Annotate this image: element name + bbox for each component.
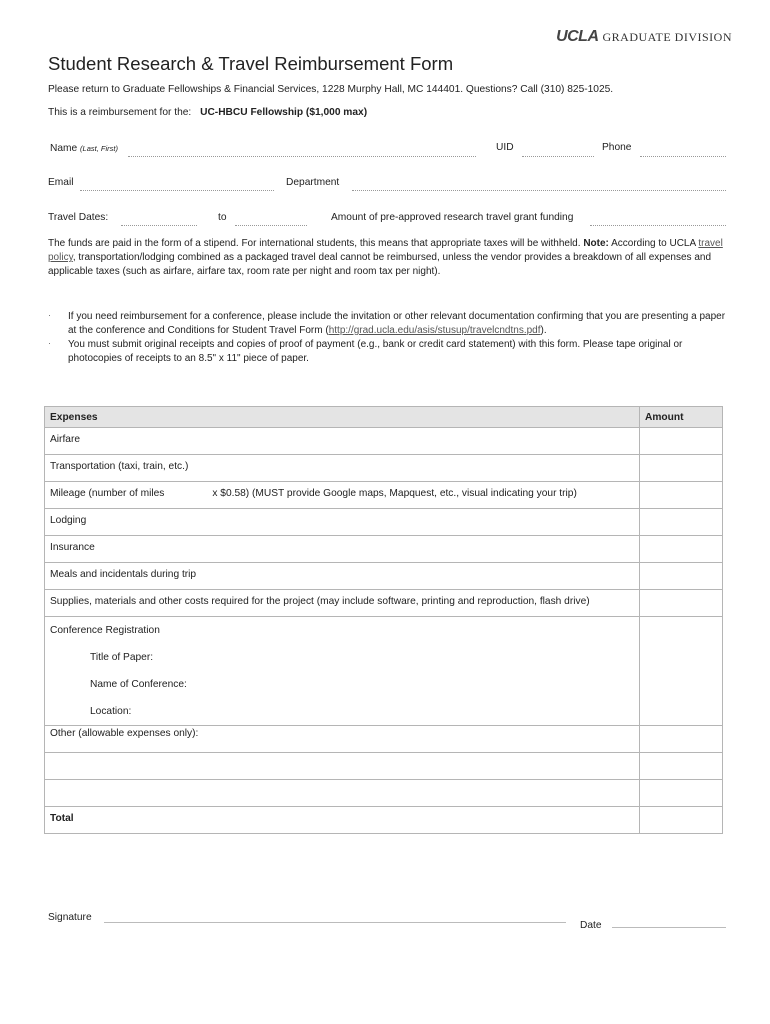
email-field[interactable] bbox=[80, 190, 274, 191]
total-label: Total bbox=[50, 813, 74, 824]
uid-label: UID bbox=[496, 142, 514, 153]
bullet-marker: · bbox=[48, 310, 51, 320]
other-amount-1[interactable] bbox=[640, 753, 723, 780]
bullet-conference bbox=[68, 310, 728, 338]
expenses-header: Expenses bbox=[45, 407, 640, 428]
meals-label: Meals and incidentals during trip bbox=[50, 569, 197, 580]
transportation-label: Transportation (taxi, train, etc.) bbox=[50, 461, 189, 472]
date-label: Date bbox=[580, 920, 602, 931]
phone-field[interactable] bbox=[640, 156, 726, 157]
travel-start-date-field[interactable] bbox=[121, 225, 197, 226]
travel-end-date-field[interactable] bbox=[235, 225, 307, 226]
table-row bbox=[45, 753, 723, 780]
signature-field[interactable] bbox=[104, 922, 566, 923]
travel-dates-label: Travel Dates: bbox=[48, 212, 109, 223]
return-instructions: Please return to Graduate Fellowships & Financial Services, 1228 Murphy Hall, MC 144401. Questions? Call (310) 825-1025. bbox=[48, 84, 614, 95]
name-field[interactable] bbox=[128, 156, 476, 157]
funding-amount-field[interactable] bbox=[590, 225, 726, 226]
funding-label: Amount of pre-approved research travel grant funding bbox=[331, 212, 574, 223]
mileage-text-1: Mileage (number of miles bbox=[50, 488, 165, 499]
airfare-label: Airfare bbox=[50, 434, 81, 445]
ucla-wordmark: UCLA bbox=[556, 28, 599, 45]
lodging-label: Lodging bbox=[50, 515, 87, 526]
reimbursement-prefix: This is a reimbursement for the: bbox=[48, 107, 192, 118]
conference-name-label: Name of Conference: bbox=[90, 679, 187, 690]
funds-text-1: The funds are paid in the form of a stipend. For international students, this means that appropriate taxes will be withheld. bbox=[48, 238, 584, 249]
bullet1-text-1: If you need reimbursement for a conference, please include the invitation or other relevant documentation confirming that you are presenting a paper at the conference and Conditions for Student Travel Form ( bbox=[68, 311, 726, 336]
conference-label: Conference Registration bbox=[50, 625, 160, 636]
table-row bbox=[45, 455, 723, 482]
other-expense-line-1[interactable] bbox=[45, 753, 640, 780]
mileage-text-2: x $0.58) (MUST provide Google maps, Mapquest, etc., visual indicating your trip) bbox=[212, 488, 577, 499]
name-label bbox=[50, 143, 118, 154]
table-row bbox=[45, 509, 723, 536]
department-field[interactable] bbox=[352, 190, 726, 191]
other-expense-line-2[interactable] bbox=[45, 780, 640, 807]
funds-text-2: According to UCLA bbox=[608, 238, 699, 249]
table-row bbox=[45, 807, 723, 834]
table-row bbox=[45, 428, 723, 455]
page-title: Student Research & Travel Reimbursement Form bbox=[48, 53, 454, 74]
uid-field[interactable] bbox=[522, 156, 594, 157]
other-label: Other (allowable expenses only): bbox=[50, 728, 199, 739]
name-label-text: Name bbox=[50, 143, 78, 154]
funds-text-3: , transportation/lodging combined as a packaged travel deal cannot be reimbursed, unless the vendor provides a breakdown of all expenses and applicable taxes (such as airfare, airfare tax, room rate per night and room tax per night). bbox=[48, 252, 712, 277]
table-row bbox=[45, 590, 723, 617]
transportation-amount[interactable] bbox=[640, 455, 723, 482]
mileage-amount[interactable] bbox=[640, 482, 723, 509]
other-amount-2[interactable] bbox=[640, 780, 723, 807]
table-row bbox=[45, 563, 723, 590]
funds-paragraph bbox=[48, 237, 728, 279]
airfare-amount[interactable] bbox=[640, 428, 723, 455]
expenses-table bbox=[44, 406, 723, 834]
table-row bbox=[45, 536, 723, 563]
insurance-label: Insurance bbox=[50, 542, 95, 553]
table-row bbox=[45, 482, 723, 509]
phone-label: Phone bbox=[602, 142, 632, 153]
department-label: Department bbox=[286, 177, 340, 188]
supplies-label: Supplies, materials and other costs required for the project (may include software, printing and reproduction, flash drive) bbox=[50, 596, 590, 607]
location-label: Location: bbox=[90, 706, 132, 717]
table-row bbox=[45, 780, 723, 807]
supplies-amount[interactable] bbox=[640, 590, 723, 617]
division-name: GRADUATE DIVISION bbox=[602, 30, 732, 44]
fellowship-name: UC-HBCU Fellowship ($1,000 max) bbox=[200, 107, 368, 118]
date-field[interactable] bbox=[612, 927, 726, 928]
travel-policy-link[interactable]: travel policy bbox=[48, 238, 723, 263]
table-row bbox=[45, 617, 723, 726]
bullet-receipts: You must submit original receipts and copies of proof of payment (e.g., bank or credit card statement) with this form. Please tape original or photocopies of receipts to an 8.5" x 11" piece of paper. bbox=[68, 339, 683, 364]
mileage-label bbox=[50, 482, 634, 499]
ucla-graduate-division-logo bbox=[556, 28, 732, 46]
table-header-row bbox=[45, 407, 723, 428]
total-amount[interactable] bbox=[640, 807, 723, 834]
bullet-marker: · bbox=[48, 338, 51, 348]
lodging-amount[interactable] bbox=[640, 509, 723, 536]
reimbursement-type bbox=[48, 107, 367, 118]
table-row bbox=[45, 726, 723, 753]
travel-conditions-link[interactable]: http://grad.ucla.edu/asis/stusup/travelcndtns.pdf bbox=[328, 325, 541, 336]
bullet1-text-2: ). bbox=[540, 325, 547, 336]
paper-title-label: Title of Paper: bbox=[90, 652, 154, 663]
insurance-amount[interactable] bbox=[640, 536, 723, 563]
amount-header: Amount bbox=[640, 407, 723, 428]
email-label: Email bbox=[48, 177, 74, 188]
conference-amount[interactable] bbox=[640, 617, 723, 726]
to-label: to bbox=[218, 212, 227, 223]
name-hint: (Last, First) bbox=[80, 144, 118, 153]
other-amount[interactable] bbox=[640, 726, 723, 753]
note-label: Note: bbox=[583, 238, 609, 249]
meals-amount[interactable] bbox=[640, 563, 723, 590]
signature-label: Signature bbox=[48, 912, 92, 923]
